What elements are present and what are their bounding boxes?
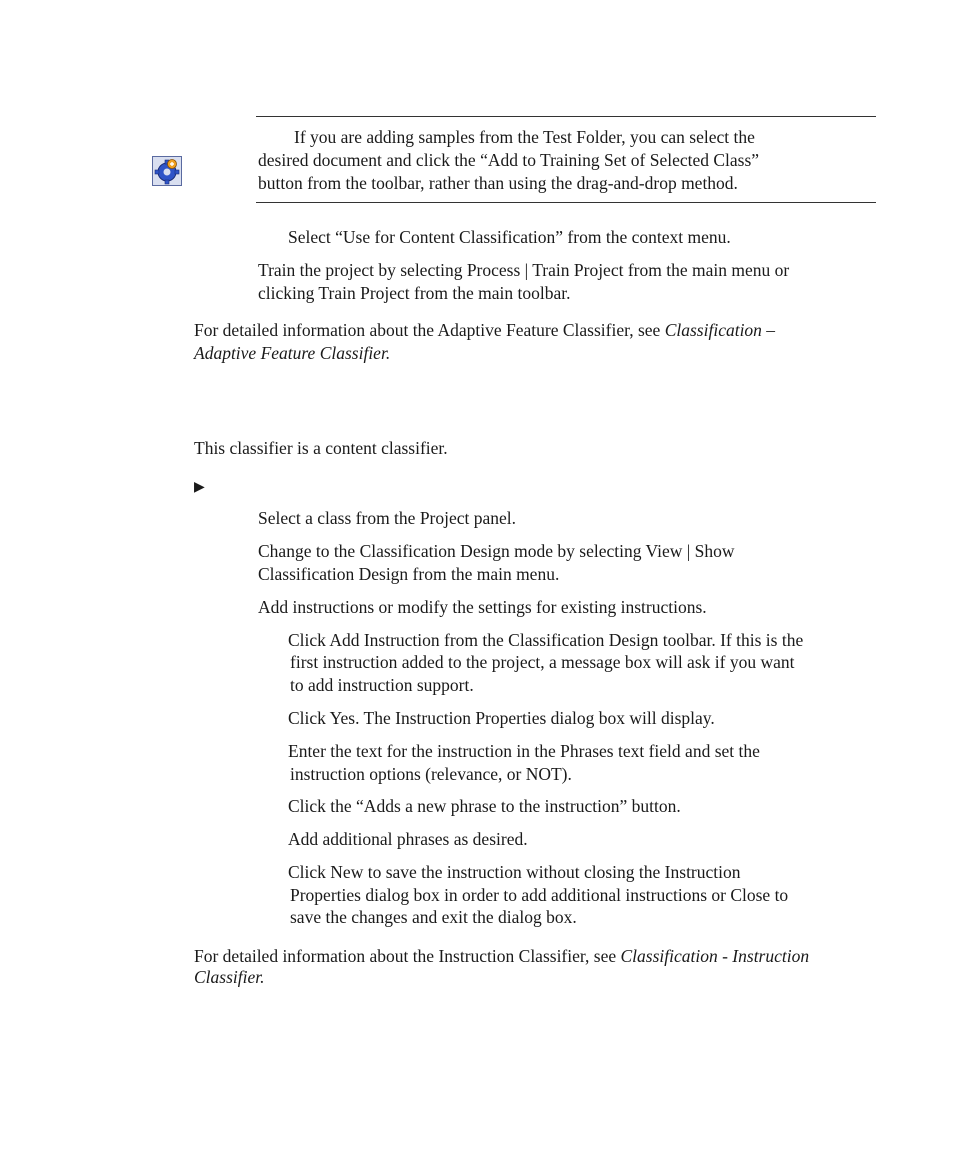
step-2-line-1: Change to the Classification Design mode by selecting View | Show	[258, 541, 735, 561]
afc-info-prefix: For detailed information about the Adaptive Feature Classifier, see	[194, 320, 665, 340]
substep-1-line-1: Click Add Instruction from the Classification Design toolbar. If this is the	[288, 630, 804, 650]
instruction-info-link[interactable]: Classification - Instruction	[620, 946, 810, 966]
step-context-menu: Select “Use for Content Classification” from the context menu.	[288, 227, 731, 247]
substep-3-line-1: Enter the text for the instruction in the Phrases text field and set the	[288, 741, 760, 761]
instruction-info-prefix: For detailed information about the Instruction Classifier, see	[194, 946, 621, 966]
substep-4: Click the “Adds a new phrase to the instruction” button.	[288, 796, 681, 816]
substep-2: Click Yes. The Instruction Properties dialog box will display.	[288, 708, 715, 728]
substep-3-line-2: instruction options (relevance, or NOT).	[290, 764, 572, 784]
note-top-rule	[256, 116, 876, 117]
substep-6-line-2: Properties dialog box in order to add additional instructions or Close to	[290, 885, 789, 905]
step-train-project-line-1: Train the project by selecting Process | Train Project from the main menu or	[258, 260, 790, 280]
instruction-intro: This classifier is a content classifier.	[194, 438, 448, 458]
substep-6-line-1: Click New to save the instruction without closing the Instruction	[288, 862, 741, 882]
substep-1-line-2: first instruction added to the project, a message box will ask if you want	[290, 652, 795, 672]
step-2-line-2: Classification Design from the main menu.	[258, 564, 560, 584]
step-3: Add instructions or modify the settings for existing instructions.	[258, 597, 707, 617]
tip-gear-icon	[152, 156, 182, 186]
afc-info-line-1	[194, 319, 775, 342]
step-1: Select a class from the Project panel.	[258, 508, 517, 528]
afc-info-link[interactable]: Classification –	[664, 320, 776, 340]
afc-info-line-2[interactable]: Adaptive Feature Classifier.	[194, 343, 391, 363]
substep-1-line-3: to add instruction support.	[290, 675, 474, 695]
substep-6-line-3: save the changes and exit the dialog box.	[290, 907, 577, 927]
instruction-info-line-1	[194, 945, 809, 968]
note-line-2: desired document and click the “Add to Training Set of Selected Class”	[258, 150, 760, 170]
substep-5: Add additional phrases as desired.	[288, 829, 528, 849]
procedure-arrow-icon: ▶	[194, 479, 205, 495]
note-bottom-rule	[256, 202, 876, 203]
note-line-3: button from the toolbar, rather than using the drag-and-drop method.	[258, 173, 738, 193]
note-line-1: If you are adding samples from the Test Folder, you can select the	[294, 127, 755, 147]
instruction-info-line-2[interactable]: Classifier.	[194, 967, 265, 987]
step-train-project-line-2: clicking Train Project from the main toolbar.	[258, 283, 571, 303]
